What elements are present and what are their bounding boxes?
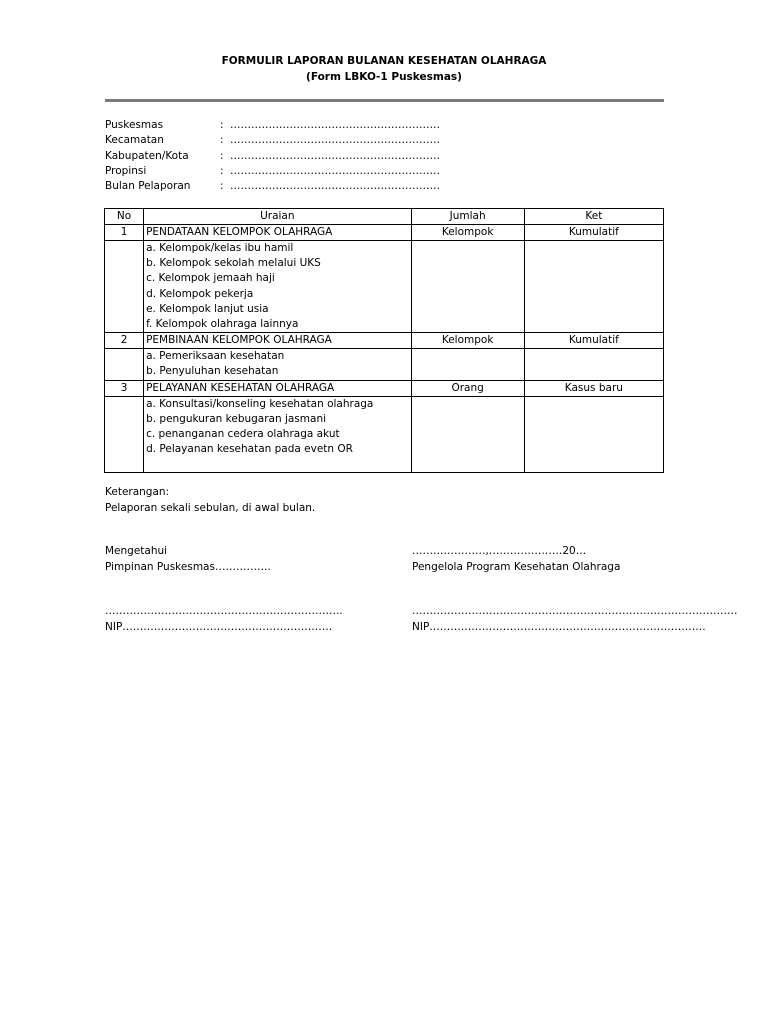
list-item: c. Kelompok jemaah haji [146, 272, 275, 285]
section-jumlah: Kelompok [411, 225, 524, 241]
jumlah-input-cell[interactable] [411, 349, 524, 380]
list-item: f. Kelompok olahraga lainnya [146, 317, 299, 330]
info-value: …………………………………………………… [230, 134, 440, 147]
info-label: Propinsi [105, 164, 147, 177]
section-items-row-1 [105, 241, 664, 333]
empty-cell [105, 396, 144, 472]
empty-cell [105, 241, 144, 333]
section-row-2 [105, 333, 664, 349]
form-subtitle: (Form LBKO-1 Puskesmas) [306, 71, 462, 83]
info-row-puskesmas [105, 118, 440, 133]
section-no: 3 [105, 380, 144, 396]
list-item: b. Kelompok sekolah melalui UKS [146, 257, 321, 270]
info-label: Kecamatan [105, 134, 164, 147]
report-table [104, 208, 664, 473]
list-item: a. Pemeriksaan kesehatan [146, 350, 285, 363]
signature-right-nip: NIP……………………………………………………………………. [412, 620, 706, 633]
list-item: c. penanganan cedera olahraga akut [146, 427, 340, 440]
section-items [144, 396, 411, 472]
signature-left [105, 544, 343, 635]
section-ket: Kumulatif [524, 225, 663, 241]
section-row-3 [105, 380, 664, 396]
section-ket: Kasus baru [524, 380, 663, 396]
notes [105, 484, 315, 516]
section-items [144, 349, 411, 380]
signature-space [412, 575, 738, 604]
section-title: PELAYANAN KESEHATAN OLAHRAGA [144, 380, 411, 396]
info-colon: : [220, 180, 224, 193]
info-colon: : [220, 134, 224, 147]
signature-right-line2: Pengelola Program Kesehatan Olahraga [412, 560, 621, 573]
info-colon: : [220, 149, 224, 162]
info-value: …………………………………………………… [230, 164, 440, 177]
info-value: …………………………………………………… [230, 119, 440, 131]
jumlah-input-cell[interactable] [411, 396, 524, 472]
list-item: b. pengukuran kebugaran jasmani [146, 412, 327, 425]
info-colon: : [220, 119, 224, 131]
signature-left-line2: Pimpinan Puskesmas……………. [105, 560, 271, 573]
signature-right-date: …………………,…………………20… [412, 545, 587, 557]
signature-left-line1: Mengetahui [105, 545, 168, 557]
list-item: e. Kelompok lanjut usia [146, 302, 269, 315]
info-label: Bulan Pelaporan [105, 180, 191, 193]
signature-right-name: ………………………………………………………………………………… [412, 605, 738, 617]
section-jumlah: Kelompok [411, 333, 524, 349]
jumlah-input-cell[interactable] [411, 241, 524, 333]
section-jumlah: Orang [411, 380, 524, 396]
info-fields [105, 118, 440, 194]
notes-heading: Keterangan: [105, 486, 170, 498]
column-header-ket: Ket [524, 209, 663, 225]
notes-text: Pelaporan sekali sebulan, di awal bulan. [105, 502, 316, 514]
signature-space [105, 575, 343, 604]
section-title: PENDATAAN KELOMPOK OLAHRAGA [144, 225, 411, 241]
info-row-kabupaten [105, 149, 440, 164]
table-header-row [105, 209, 664, 225]
empty-cell [105, 349, 144, 380]
info-label: Kabupaten/Kota [105, 149, 189, 162]
ket-input-cell[interactable] [524, 241, 663, 333]
info-colon: : [220, 164, 224, 177]
ket-input-cell[interactable] [524, 349, 663, 380]
section-no: 1 [105, 225, 144, 241]
signature-left-name: ………………………………………………………….. [105, 605, 343, 617]
signature-left-nip: NIP…………………………………………………… [105, 620, 333, 633]
info-value: …………………………………………………… [230, 180, 440, 193]
section-items [144, 241, 411, 333]
info-row-bulan [105, 179, 440, 194]
column-header-uraian: Uraian [144, 209, 411, 225]
header-divider [105, 99, 664, 102]
section-no: 2 [105, 333, 144, 349]
column-header-no: No [105, 209, 144, 225]
form-title: FORMULIR LAPORAN BULANAN KESEHATAN OLAHRAGA [221, 55, 547, 67]
list-item: a. Kelompok/kelas ibu hamil [146, 242, 294, 254]
info-value: …………………………………………………… [230, 149, 440, 162]
list-item: b. Penyuluhan kesehatan [146, 365, 279, 378]
section-ket: Kumulatif [524, 333, 663, 349]
ket-input-cell[interactable] [524, 396, 663, 472]
section-row-1 [105, 225, 664, 241]
signature-right [412, 544, 738, 635]
column-header-jumlah: Jumlah [411, 209, 524, 225]
list-item: d. Pelayanan kesehatan pada evetn OR [146, 443, 353, 456]
list-item: a. Konsultasi/konseling kesehatan olahraga [146, 397, 374, 410]
section-title: PEMBINAAN KELOMPOK OLAHRAGA [144, 333, 411, 349]
list-item: d. Kelompok pekerja [146, 287, 254, 300]
section-items-row-3 [105, 396, 664, 472]
info-label: Puskesmas [105, 119, 164, 131]
info-row-kecamatan [105, 133, 440, 148]
info-row-propinsi [105, 164, 440, 179]
section-items-row-2 [105, 349, 664, 380]
